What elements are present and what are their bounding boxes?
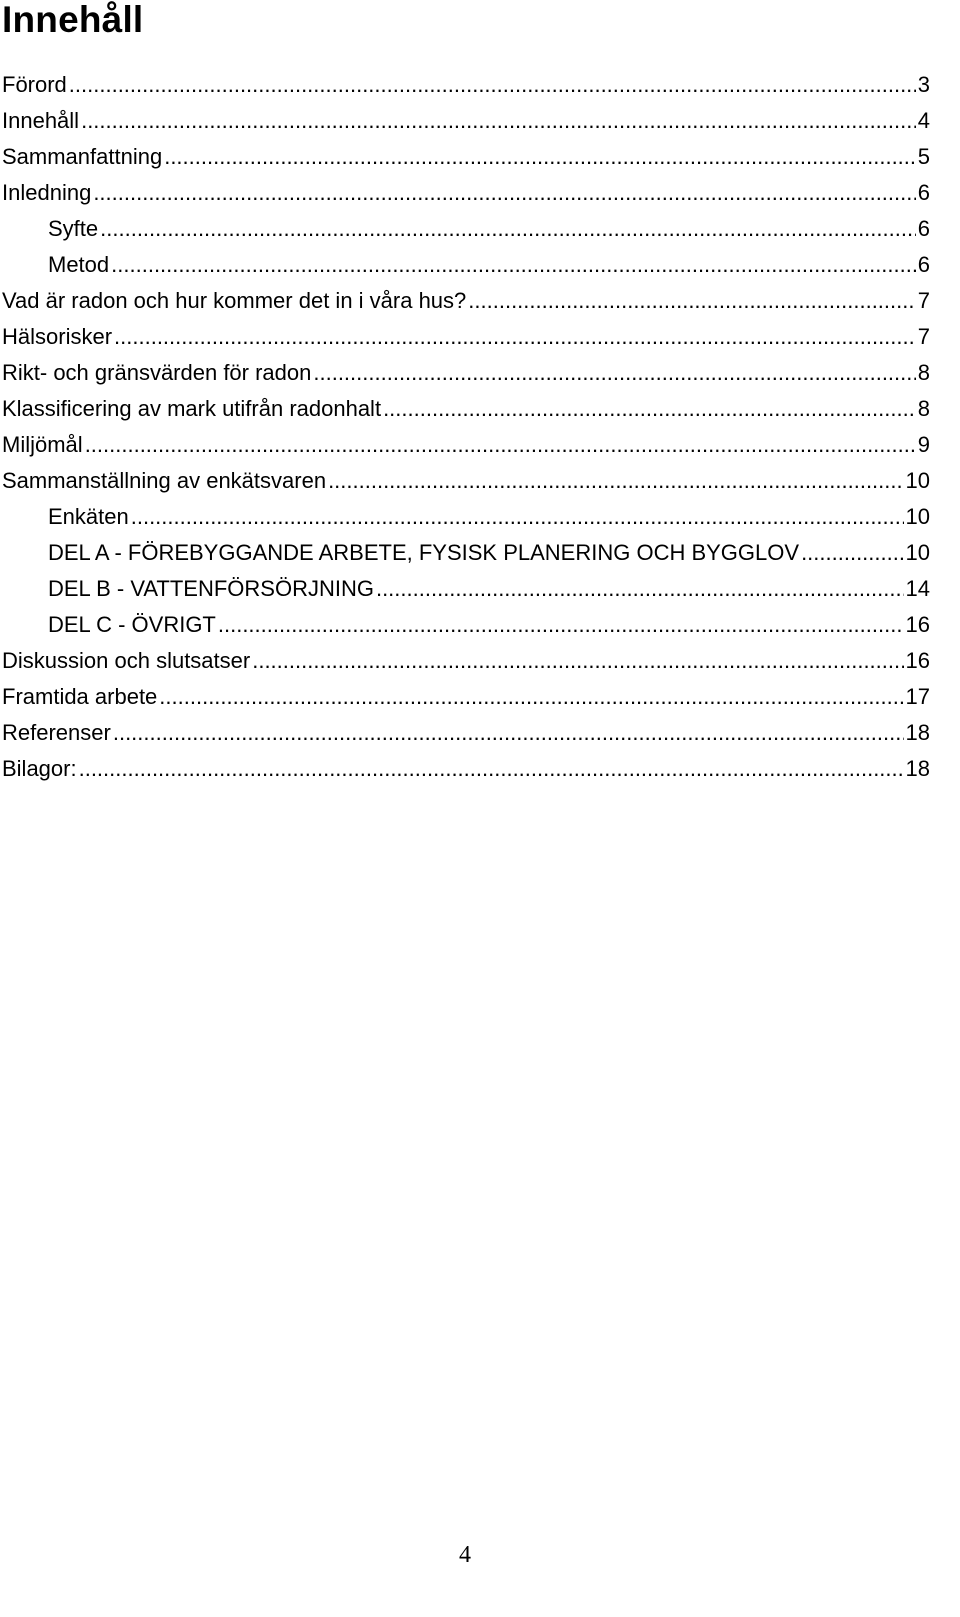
toc-entry-page: 7 xyxy=(917,288,930,313)
toc-entry-title: Inledning xyxy=(2,180,92,205)
toc-entry-page: 10 xyxy=(905,540,930,565)
toc-entry-page: 10 xyxy=(905,468,930,493)
toc-entry[interactable] xyxy=(2,391,930,427)
toc-entry-title: Sammanfattning xyxy=(2,144,163,169)
toc-dot-leader xyxy=(313,355,915,391)
table-of-contents xyxy=(2,67,930,787)
toc-subentry[interactable] xyxy=(2,499,930,535)
toc-entry-page: 6 xyxy=(917,180,930,205)
toc-entry-title: Rikt- och gränsvärden för radon xyxy=(2,360,312,385)
toc-entry[interactable] xyxy=(2,355,930,391)
toc-dot-leader xyxy=(801,535,903,571)
toc-dot-leader xyxy=(93,175,915,211)
toc-entry[interactable] xyxy=(2,427,930,463)
page-title: Innehåll xyxy=(2,0,144,40)
toc-dot-leader xyxy=(218,607,904,643)
toc-entry-page: 7 xyxy=(917,324,930,349)
toc-entry[interactable] xyxy=(2,751,930,787)
toc-dot-leader xyxy=(69,67,916,103)
toc-entry-title: Diskussion och slutsatser xyxy=(2,648,251,673)
toc-entry-page: 5 xyxy=(917,144,930,169)
toc-entry-title: Innehåll xyxy=(2,108,80,133)
toc-entry-page: 16 xyxy=(905,612,930,637)
toc-entry-title: DEL B - VATTENFÖRSÖRJNING xyxy=(48,576,374,601)
toc-entry-title: Metod xyxy=(48,252,110,277)
toc-entry[interactable] xyxy=(2,463,930,499)
toc-dot-leader xyxy=(164,139,916,175)
toc-entry-page: 9 xyxy=(917,432,930,457)
toc-entry-title: Framtida arbete xyxy=(2,684,158,709)
toc-dot-leader xyxy=(113,715,904,751)
toc-entry-title: Hälsorisker xyxy=(2,324,113,349)
toc-dot-leader xyxy=(159,679,903,715)
toc-entry[interactable] xyxy=(2,679,930,715)
toc-subentry[interactable] xyxy=(2,247,930,283)
toc-dot-leader xyxy=(81,103,916,139)
toc-entry-title: Miljömål xyxy=(2,432,83,457)
toc-dot-leader xyxy=(468,283,915,319)
toc-entry-page: 18 xyxy=(905,756,930,781)
toc-entry[interactable] xyxy=(2,319,930,355)
toc-entry-title: Förord xyxy=(2,72,67,97)
toc-dot-leader xyxy=(328,463,903,499)
toc-entry[interactable] xyxy=(2,139,930,175)
toc-entry-page: 10 xyxy=(905,504,930,529)
toc-dot-leader xyxy=(383,391,916,427)
toc-entry[interactable] xyxy=(2,715,930,751)
toc-entry-title: Referenser xyxy=(2,720,111,745)
toc-entry-page: 17 xyxy=(905,684,930,709)
toc-entry-page: 3 xyxy=(917,72,930,97)
toc-subentry[interactable] xyxy=(2,535,930,571)
toc-subentry[interactable] xyxy=(2,211,930,247)
toc-entry-title: Enkäten xyxy=(48,504,129,529)
toc-dot-leader xyxy=(85,427,916,463)
toc-entry-page: 16 xyxy=(905,648,930,673)
toc-dot-leader xyxy=(131,499,904,535)
toc-entry-page: 18 xyxy=(905,720,930,745)
toc-subentry[interactable] xyxy=(2,607,930,643)
toc-entry-title: Klassificering av mark utifrån radonhalt xyxy=(2,396,382,421)
toc-dot-leader xyxy=(252,643,903,679)
toc-entry-page: 4 xyxy=(917,108,930,133)
toc-entry-title: Syfte xyxy=(48,216,99,241)
toc-entry-title: Sammanställning av enkätsvaren xyxy=(2,468,327,493)
toc-dot-leader xyxy=(376,571,904,607)
toc-entry-title: DEL A - FÖREBYGGANDE ARBETE, FYSISK PLANERING OCH BYGGLOV xyxy=(48,540,800,565)
toc-entry-title: Bilagor: xyxy=(2,756,77,781)
toc-dot-leader xyxy=(114,319,916,355)
toc-entry-page: 6 xyxy=(917,252,930,277)
toc-entry-title: Vad är radon och hur kommer det in i våra hus? xyxy=(2,288,467,313)
toc-entry[interactable] xyxy=(2,175,930,211)
toc-entry[interactable] xyxy=(2,67,930,103)
toc-dot-leader xyxy=(79,751,904,787)
toc-dot-leader xyxy=(111,247,916,283)
page-number: 4 xyxy=(459,1542,471,1568)
toc-entry[interactable] xyxy=(2,643,930,679)
toc-subentry[interactable] xyxy=(2,571,930,607)
toc-entry[interactable] xyxy=(2,103,930,139)
toc-entry-page: 8 xyxy=(917,360,930,385)
toc-dot-leader xyxy=(100,211,916,247)
toc-entry-page: 14 xyxy=(905,576,930,601)
toc-entry-title: DEL C - ÖVRIGT xyxy=(48,612,216,637)
toc-entry[interactable] xyxy=(2,283,930,319)
toc-entry-page: 6 xyxy=(917,216,930,241)
toc-entry-page: 8 xyxy=(917,396,930,421)
